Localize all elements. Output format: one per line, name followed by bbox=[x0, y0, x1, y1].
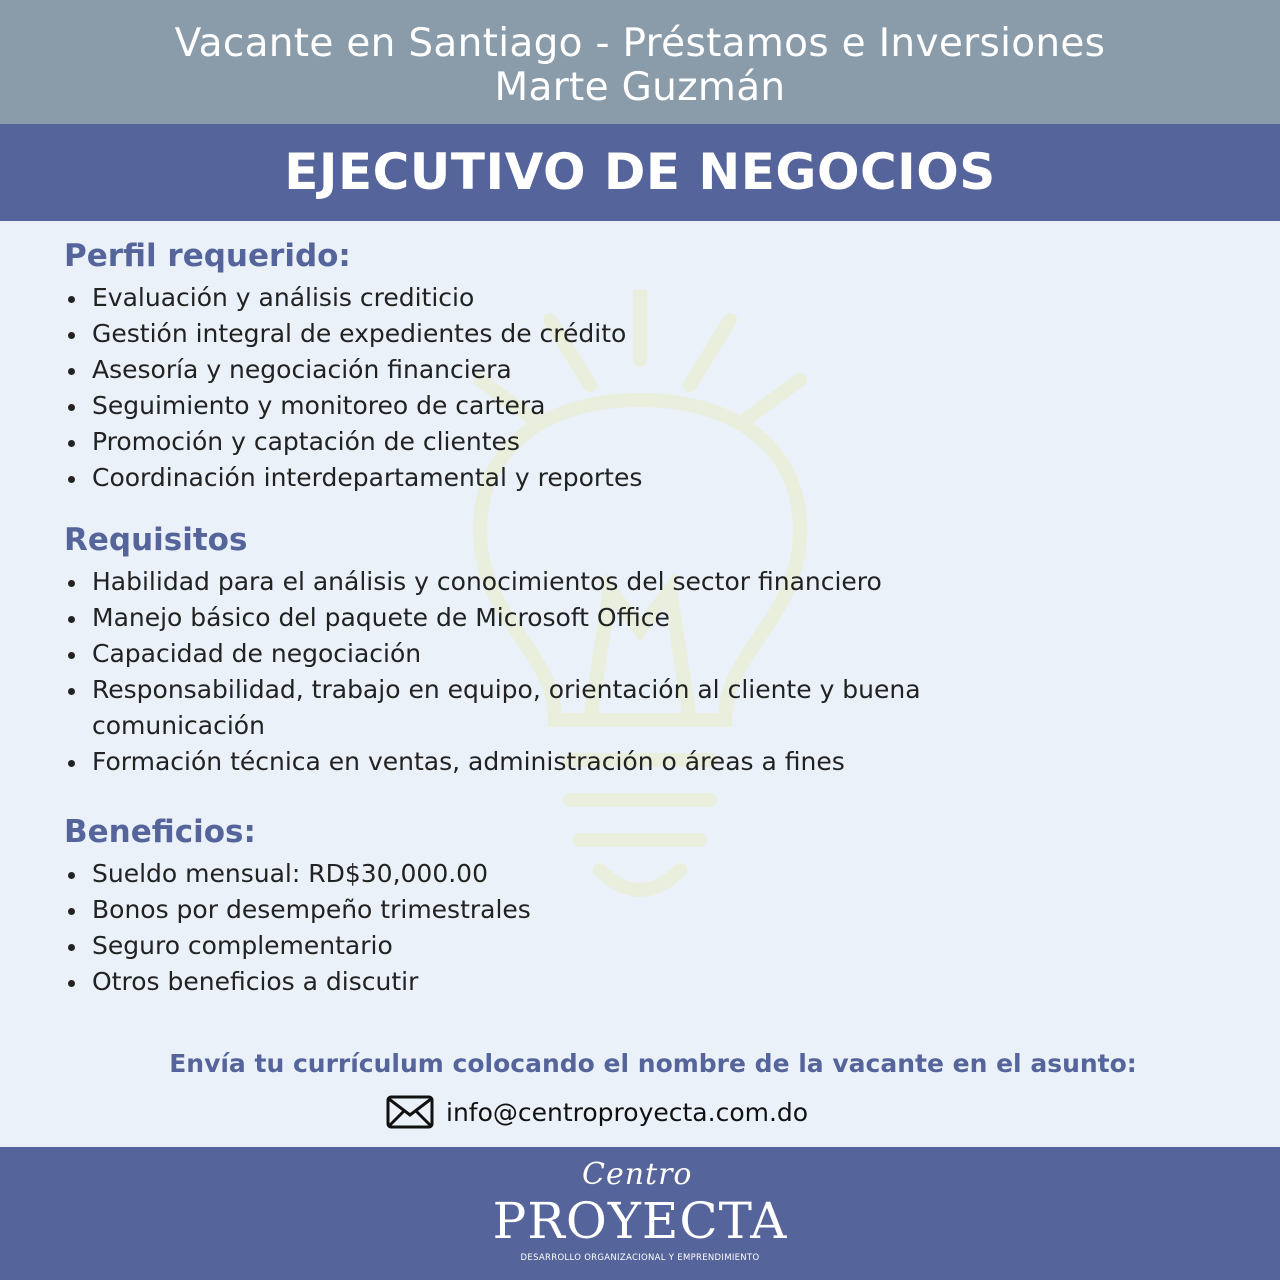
main-content bbox=[64, 232, 1224, 1000]
cta-text: Envía tu currículum colocando el nombre de la vacante en el asunto: bbox=[169, 1049, 1137, 1078]
list-item: Manejo básico del paquete de Microsoft Office bbox=[64, 600, 984, 636]
header-line-2: Marte Guzmán bbox=[494, 65, 786, 110]
list-item: Seguro complementario bbox=[64, 928, 1224, 964]
footer bbox=[0, 1147, 1280, 1280]
requisitos-heading: Requisitos bbox=[64, 522, 248, 558]
header-line-1: Vacante en Santiago - Préstamos e Inversiones bbox=[174, 21, 1106, 66]
centro-proyecta-logo bbox=[490, 1153, 790, 1277]
logo-script: Centro bbox=[582, 1157, 693, 1192]
requisitos-list bbox=[64, 564, 984, 780]
logo-tagline: DESARROLLO ORGANIZACIONAL Y EMPRENDIMIENTO bbox=[520, 1253, 760, 1263]
list-item: Otros beneficios a discutir bbox=[64, 964, 1224, 1000]
job-title-bar bbox=[0, 124, 1280, 221]
list-item: Coordinación interdepartamental y reportes bbox=[64, 460, 1224, 496]
perfil-heading: Perfil requerido: bbox=[64, 238, 351, 274]
list-item: Capacidad de negociación bbox=[64, 636, 984, 672]
email-link[interactable]: info@centroproyecta.com.do bbox=[446, 1097, 809, 1127]
list-item: Asesoría y negociación financiera bbox=[64, 352, 1224, 388]
list-item: Gestión integral de expedientes de crédito bbox=[64, 316, 1224, 352]
list-item: Formación técnica en ventas, administración o áreas a fines bbox=[64, 744, 984, 780]
list-item: Habilidad para el análisis y conocimientos del sector financiero bbox=[64, 564, 984, 600]
email-row[interactable] bbox=[386, 1090, 808, 1134]
list-item: Bonos por desempeño trimestrales bbox=[64, 892, 1224, 928]
list-item: Evaluación y análisis crediticio bbox=[64, 280, 1224, 316]
list-item: Sueldo mensual: RD$30,000.00 bbox=[64, 856, 1224, 892]
job-title: EJECUTIVO DE NEGOCIOS bbox=[284, 143, 996, 201]
header-banner bbox=[0, 0, 1280, 124]
list-item: Promoción y captación de clientes bbox=[64, 424, 1224, 460]
beneficios-heading: Beneficios: bbox=[64, 814, 256, 850]
beneficios-list bbox=[64, 856, 1224, 1000]
list-item: Responsabilidad, trabajo en equipo, orientación al cliente y buena comunicación bbox=[64, 672, 984, 744]
list-item: Seguimiento y monitoreo de cartera bbox=[64, 388, 1224, 424]
perfil-list bbox=[64, 280, 1224, 496]
logo-main: PROYECTA bbox=[492, 1192, 788, 1250]
envelope-icon bbox=[386, 1095, 434, 1129]
